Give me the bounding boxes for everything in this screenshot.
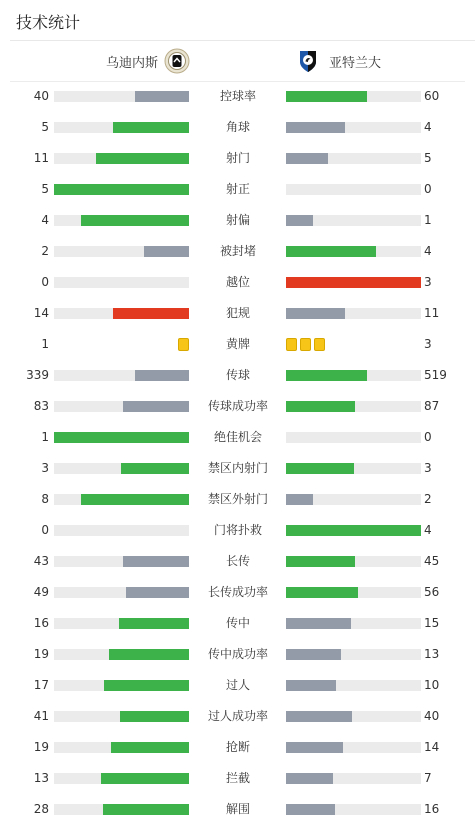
home-bar: [101, 773, 189, 784]
home-value: 0: [41, 523, 49, 537]
away-value: 5: [424, 151, 432, 165]
away-bar-track: [286, 401, 421, 412]
stat-label: 射门: [225, 151, 250, 165]
home-bar: [81, 215, 189, 226]
away-value: 56: [424, 585, 440, 599]
away-bar: [286, 246, 376, 257]
home-bar: [96, 153, 189, 164]
stat-label: 控球率: [219, 89, 256, 103]
yellow-card-icon: [178, 338, 189, 351]
away-bar: [286, 277, 421, 288]
away-bar-track: [286, 556, 421, 567]
home-bar: [113, 308, 189, 319]
away-yellow-cards: [286, 338, 325, 351]
home-value: 16: [33, 616, 49, 630]
stat-label: 门将扑救: [213, 523, 262, 537]
stat-label: 角球: [225, 120, 250, 134]
away-value: 87: [424, 399, 440, 413]
stat-row: [0, 422, 475, 453]
away-bar: [286, 494, 313, 505]
home-value: 14: [33, 306, 49, 320]
away-value: 13: [424, 647, 440, 661]
stat-label: 犯规: [225, 306, 250, 320]
away-bar: [286, 804, 335, 815]
away-bar-track: [286, 370, 421, 381]
home-bar: [119, 618, 189, 629]
stat-row: [0, 453, 475, 484]
away-bar-track: [286, 649, 421, 660]
home-bar: [144, 246, 189, 257]
away-bar-track: [286, 525, 421, 536]
home-bar: [54, 432, 189, 443]
home-bar: [126, 587, 189, 598]
home-bar-track: [54, 556, 189, 567]
home-bar-track: [54, 308, 189, 319]
stat-label: 抢断: [225, 740, 250, 754]
stat-row: [0, 670, 475, 701]
away-value: 45: [424, 554, 440, 568]
home-value: 17: [33, 678, 49, 692]
away-bar: [286, 91, 367, 102]
stat-row: [0, 701, 475, 732]
away-bar-track: [286, 587, 421, 598]
home-team-name: 乌迪内斯: [105, 55, 158, 71]
away-bar: [286, 215, 313, 226]
away-bar-track: [286, 432, 421, 443]
home-value: 41: [33, 709, 49, 723]
home-value: 43: [33, 554, 49, 568]
home-bar-track: [54, 618, 189, 629]
away-bar: [286, 525, 421, 536]
away-bar-track: [286, 618, 421, 629]
home-value: 11: [33, 151, 49, 165]
stat-row: [0, 174, 475, 205]
away-value: 14: [424, 740, 440, 754]
home-bar-track: [54, 184, 189, 195]
stat-row: [0, 112, 475, 143]
stat-label: 长传成功率: [207, 585, 268, 599]
home-bar: [120, 711, 189, 722]
home-bar: [135, 370, 189, 381]
stat-row: [0, 391, 475, 422]
away-value: 3: [424, 337, 432, 351]
away-value: 15: [424, 616, 440, 630]
home-bar-track: [54, 246, 189, 257]
home-value: 1: [41, 430, 49, 444]
home-bar: [135, 91, 189, 102]
away-bar-track: [286, 308, 421, 319]
stat-label: 绝佳机会: [213, 430, 262, 444]
home-value: 13: [33, 771, 49, 785]
stat-row: [0, 546, 475, 577]
away-bar-track: [286, 153, 421, 164]
home-bar-track: [54, 432, 189, 443]
home-bar-track: [54, 525, 189, 536]
away-value: 4: [424, 523, 432, 537]
home-bar-track: [54, 463, 189, 474]
away-team[interactable]: [295, 46, 381, 76]
stat-row: [0, 515, 475, 546]
home-bar-track: [54, 649, 189, 660]
title-divider: [10, 40, 475, 41]
stat-row: [0, 267, 475, 298]
stat-label: 解围: [225, 802, 250, 816]
home-bar-track: [54, 153, 189, 164]
away-bar-track: [286, 494, 421, 505]
home-bar-track: [54, 742, 189, 753]
yellow-card-icon: [286, 338, 297, 351]
stat-label: 传球: [225, 368, 250, 382]
away-bar: [286, 742, 343, 753]
away-value: 60: [424, 89, 440, 103]
stat-row: [0, 639, 475, 670]
stat-label: 过人成功率: [207, 709, 268, 723]
home-value: 8: [41, 492, 49, 506]
away-bar: [286, 370, 367, 381]
home-yellow-cards: [178, 338, 189, 351]
home-bar-track: [54, 804, 189, 815]
away-bar-track: [286, 277, 421, 288]
stat-row: [0, 81, 475, 112]
away-bar: [286, 773, 333, 784]
stat-row: [0, 732, 475, 763]
away-value: 0: [424, 182, 432, 196]
stat-row: [0, 298, 475, 329]
home-bar-track: [54, 122, 189, 133]
home-bar-track: [54, 711, 189, 722]
away-bar-track: [286, 246, 421, 257]
home-value: 19: [33, 740, 49, 754]
home-value: 83: [33, 399, 49, 413]
away-value: 4: [424, 120, 432, 134]
home-value: 2: [41, 244, 49, 258]
away-value: 519: [424, 368, 447, 382]
stat-label: 拦截: [225, 771, 250, 785]
stat-label: 禁区外射门: [207, 492, 268, 506]
home-bar-track: [54, 401, 189, 412]
away-bar: [286, 587, 358, 598]
stat-row: [0, 236, 475, 267]
home-bar: [123, 556, 189, 567]
away-bar-track: [286, 711, 421, 722]
away-bar: [286, 556, 355, 567]
home-bar-track: [54, 494, 189, 505]
stat-row: [0, 484, 475, 515]
home-value: 40: [33, 89, 49, 103]
away-bar: [286, 711, 352, 722]
away-bar-track: [286, 122, 421, 133]
stat-label: 长传: [225, 554, 250, 568]
away-bar-track: [286, 773, 421, 784]
away-bar-track: [286, 742, 421, 753]
away-value: 2: [424, 492, 432, 506]
stat-label: 传中: [225, 616, 250, 630]
stat-label: 射正: [225, 182, 250, 196]
home-bar-track: [54, 215, 189, 226]
away-bar-track: [286, 184, 421, 195]
stat-label: 射偏: [225, 213, 250, 227]
away-bar: [286, 153, 328, 164]
stat-label: 过人: [225, 678, 250, 692]
away-value: 7: [424, 771, 432, 785]
home-bar: [121, 463, 189, 474]
away-value: 11: [424, 306, 440, 320]
away-value: 1: [424, 213, 432, 227]
stat-label: 黄牌: [225, 337, 250, 351]
home-bar-track: [54, 680, 189, 691]
stat-label: 禁区内射门: [207, 461, 268, 475]
home-bar: [54, 184, 189, 195]
udinese-logo-icon: [164, 48, 190, 74]
home-bar-track: [54, 91, 189, 102]
home-value: 4: [41, 213, 49, 227]
stat-row: [0, 577, 475, 608]
home-value: 1: [41, 337, 49, 351]
away-team-name: 亚特兰大: [329, 55, 382, 71]
stat-label: 越位: [225, 275, 250, 289]
stat-row: [0, 143, 475, 174]
away-value: 3: [424, 461, 432, 475]
atalanta-logo-icon: [295, 48, 321, 74]
home-value: 19: [33, 647, 49, 661]
home-value: 5: [41, 120, 49, 134]
home-bar-track: [54, 587, 189, 598]
away-bar: [286, 649, 341, 660]
home-bar: [113, 122, 189, 133]
away-value: 0: [424, 430, 432, 444]
team-header: [0, 46, 475, 76]
stat-label: 传中成功率: [207, 647, 268, 661]
away-bar-track: [286, 91, 421, 102]
away-bar: [286, 463, 354, 474]
away-bar: [286, 122, 345, 133]
away-value: 16: [424, 802, 440, 816]
home-bar: [103, 804, 189, 815]
home-team[interactable]: [106, 46, 190, 76]
home-bar: [81, 494, 189, 505]
stat-row: [0, 205, 475, 236]
stat-row: [0, 763, 475, 794]
away-bar-track: [286, 463, 421, 474]
away-bar: [286, 680, 336, 691]
away-bar: [286, 618, 351, 629]
home-value: 28: [33, 802, 49, 816]
stat-row: [0, 329, 475, 360]
yellow-card-icon: [300, 338, 311, 351]
away-bar: [286, 401, 355, 412]
away-value: 10: [424, 678, 440, 692]
home-value: 5: [41, 182, 49, 196]
home-value: 3: [41, 461, 49, 475]
stat-row: [0, 608, 475, 639]
home-bar: [104, 680, 189, 691]
away-value: 40: [424, 709, 440, 723]
home-bar: [123, 401, 189, 412]
home-value: 339: [26, 368, 49, 382]
stat-row: [0, 794, 475, 825]
home-bar-track: [54, 370, 189, 381]
away-value: 4: [424, 244, 432, 258]
home-bar: [109, 649, 189, 660]
yellow-card-icon: [314, 338, 325, 351]
home-bar: [111, 742, 189, 753]
away-bar-track: [286, 215, 421, 226]
stat-row: [0, 360, 475, 391]
away-bar-track: [286, 680, 421, 691]
away-bar-track: [286, 804, 421, 815]
stat-label: 传球成功率: [207, 399, 268, 413]
away-bar: [286, 308, 345, 319]
away-value: 3: [424, 275, 432, 289]
home-bar-track: [54, 277, 189, 288]
home-value: 0: [41, 275, 49, 289]
home-bar-track: [54, 773, 189, 784]
stat-label: 被封堵: [219, 244, 256, 258]
home-value: 49: [33, 585, 49, 599]
page-title: 技术统计: [16, 13, 81, 32]
